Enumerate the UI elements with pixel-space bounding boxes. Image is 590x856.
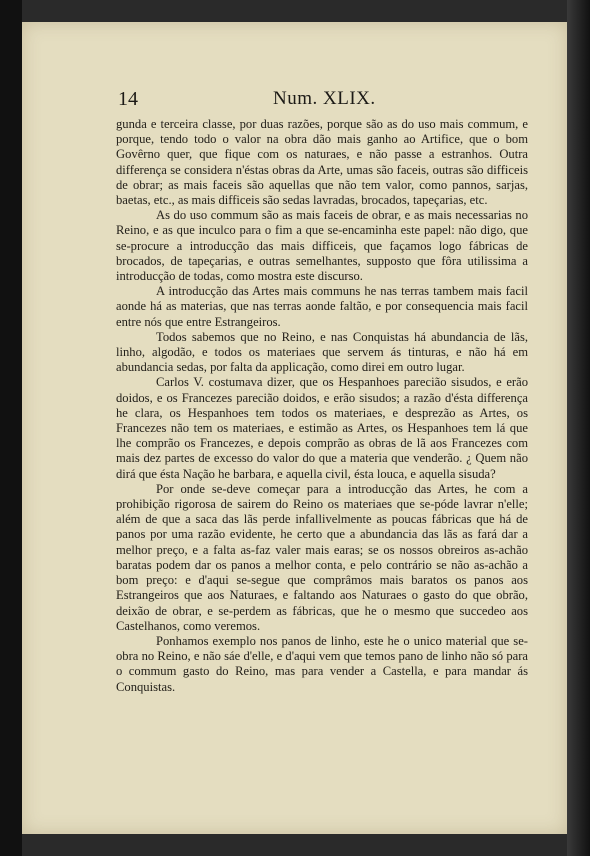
paragraph-5: Carlos V. costumava dizer, que os Hespanhoes parecião sisudos, e erão doidos, e os Francezes parecião doidos, e erão sisudos; a razão d'ésta differença he clara, os Hespanhoes tem todos os materiaes, e desprezão as Artes, os Francezes não tem os materiaes, e estimão as Artes, os Hespanhoes tem lá que lhe comprão os Francezes, e depois comprão as obras de lã aos Francezes com mais dez partes de excesso do valor do que a materia que venderão. ¿ Quem não dirá que ésta Nação he barbara, e aquella civil, ésta louca, e aquella sisuda? [116,375,528,481]
paragraph-2: As do uso commum são as mais faceis de obrar, e as mais necessarias no Reino, e as que inculco para o fim a que se-encaminha este papel: não digo, que se-procure a introducção das mais difficeis, que façamos logo fábricas de brocados, de tapeçarias, e outras semelhantes, supposto que fôra utilissima a introducção de todas, como mostra este discurso. [116,208,528,284]
paragraph-3: A introducção das Artes mais communs he nas terras tambem mais facil aonde há as materias, que nas terras aonde faltão, e por consequencia mais facil entre nós que entre Estrangeiros. [116,284,528,329]
paragraph-7: Ponhamos exemplo nos panos de linho, este he o unico material que se-obra no Reino, e não sáe d'elle, e d'aqui vem que temos pano de linho não só para o commum gasto do Reino, mas para vender a Castella, e para mandar ás Conquistas. [116,633,528,694]
book-edge-right [567,0,590,856]
paragraph-1: gunda e terceira classe, por duas razões, porque são as do uso mais commum, e porque, tendo todo o valor na obra dão mais ganho ao Artifice, que o bom Govêrno quer, que fique com os naturaes, e não passe a estranhos. Outra differença se considera n'éstas obras da Arte, umas são faceis, outras são difficeis de obrar; as mais faceis são aquellas que não tem valor, como pannos, sarjas, baetas, etc., as mais difficeis são sedas lavradas, brocados, tapeçarias, etc. [116,117,528,208]
book-gutter-left [0,0,22,856]
paragraph-4: Todos sabemos que no Reino, e nas Conquistas há abundancia de lãs, linho, algodão, e todos os materiaes que servem ás tinturas, e não há em abundancia sedas, por falta da applicação, como direi em outro lugar. [116,329,528,375]
issue-title: Num. XLIX. [273,88,376,109]
page-header [118,88,528,112]
page-number: 14 [118,88,138,110]
body-text [116,117,528,695]
paragraph-6: Por onde se-deve começar para a introducção das Artes, he com a prohibição rigorosa de sairem do Reino os materiaes que se-póde lavrar n'elle; além de que a saca das lãs perde infallivelmente as poucas fábricas que há de panos por uma razão evidente, he certo que a abundancia das lãs as fará dar a melhor preço, e a falta as-faz valer mais earas; se os nossos obreiros as-achão baratas podem dar os panos a melhor conta, e pelo contrário se não as-achão a bom preço: e d'aqui se-segue que comprâmos mais baratos os panos aos Estrangeiros que aos Naturaes, e faltando aos Naturaes o gasto do que obrão, deixão de obrar, e se-perdem as fábricas, que he o mesmo que succedeo aos Castelhanos, como veremos. [116,481,528,633]
